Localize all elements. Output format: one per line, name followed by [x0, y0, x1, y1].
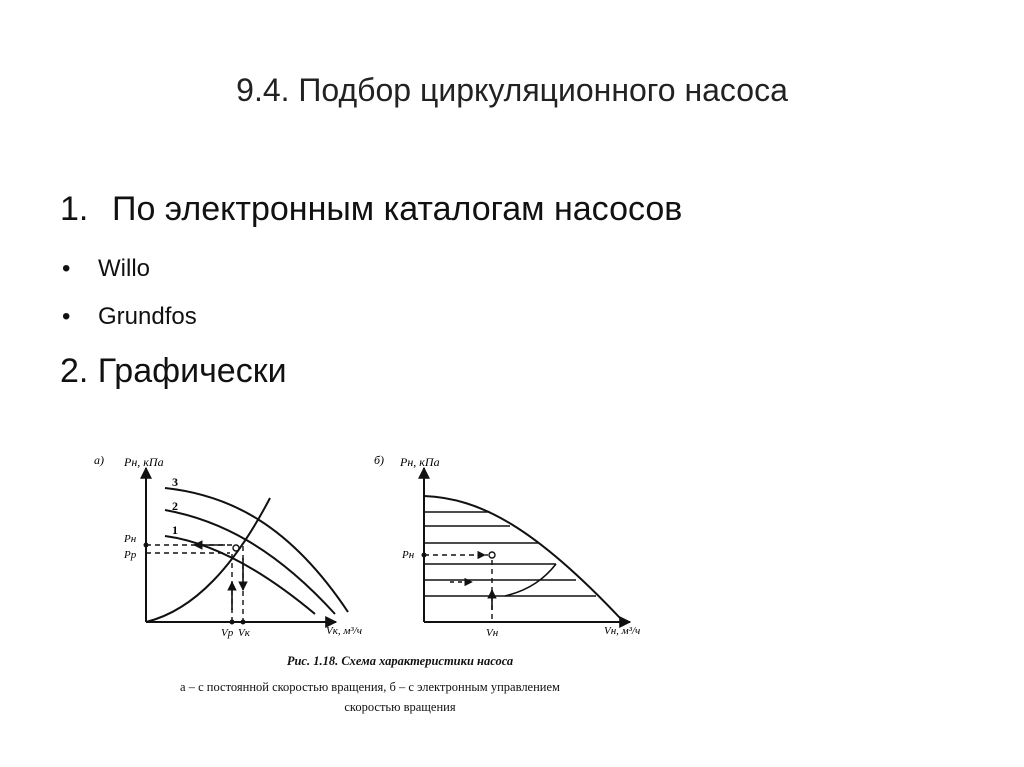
- item-1-number: 1.: [60, 190, 89, 228]
- bullet-item: [62, 303, 197, 331]
- panel-a-tag: а): [94, 453, 104, 467]
- pn-point: [144, 543, 149, 548]
- panel-a-y-tick-pn: Pн: [124, 533, 137, 545]
- vr-point: [230, 620, 235, 625]
- panel-a-x-tick-vr: Vр: [221, 627, 234, 639]
- curve-label-2: 2: [172, 499, 178, 513]
- figure-caption-line-2: скоростью вращения: [344, 700, 456, 714]
- system-curve: [146, 498, 270, 622]
- panel-b-tag: б): [374, 453, 385, 467]
- panel-a-x-axis-label: Vк, м³/ч: [326, 625, 362, 637]
- panel-b-pn-point: [422, 553, 427, 558]
- curve-label-1: 1: [172, 523, 178, 537]
- figure-caption-line-1: а – с постоянной скоростью вращения, б – с электронным управлением: [180, 680, 560, 694]
- figure-caption-title: Рис. 1.18. Схема характеристики насоса: [286, 654, 514, 668]
- bullet-dot-icon: •: [62, 303, 71, 330]
- panel-b-y-axis-label: Pн, кПа: [400, 455, 440, 469]
- slide-title: 9.4. Подбор циркуляционного насоса: [236, 72, 788, 108]
- panel-a-y-axis-label: Pн, кПа: [124, 455, 164, 469]
- panel-b-x-tick-vn: Vн: [486, 627, 499, 639]
- vk-point: [241, 620, 246, 625]
- item-2: 2. Графически: [60, 352, 287, 390]
- panel-a-x-tick-vk: Vк: [238, 627, 250, 639]
- panel-b-operating-point: [489, 552, 495, 558]
- panel-b: [374, 453, 640, 639]
- panel-a-y-tick-pr: Pр: [124, 549, 137, 561]
- item-1-text: По электронным каталогам насосов: [112, 190, 683, 228]
- operating-point: [233, 545, 239, 551]
- item-1: [60, 190, 682, 229]
- bullet-item: [62, 255, 150, 283]
- pump-curve-3: [165, 488, 348, 612]
- panel-b-y-tick-pn: Pн: [402, 549, 415, 561]
- panel-a: [94, 453, 362, 639]
- bullet-text-grundfos: Grundfos: [98, 303, 197, 330]
- curve-label-3: 3: [172, 475, 178, 489]
- panel-b-x-axis-label: Vн, м³/ч: [604, 625, 641, 637]
- max-speed-curve: [424, 496, 620, 618]
- bullet-text-willo: Willo: [98, 255, 150, 282]
- bullet-dot-icon: •: [62, 255, 71, 282]
